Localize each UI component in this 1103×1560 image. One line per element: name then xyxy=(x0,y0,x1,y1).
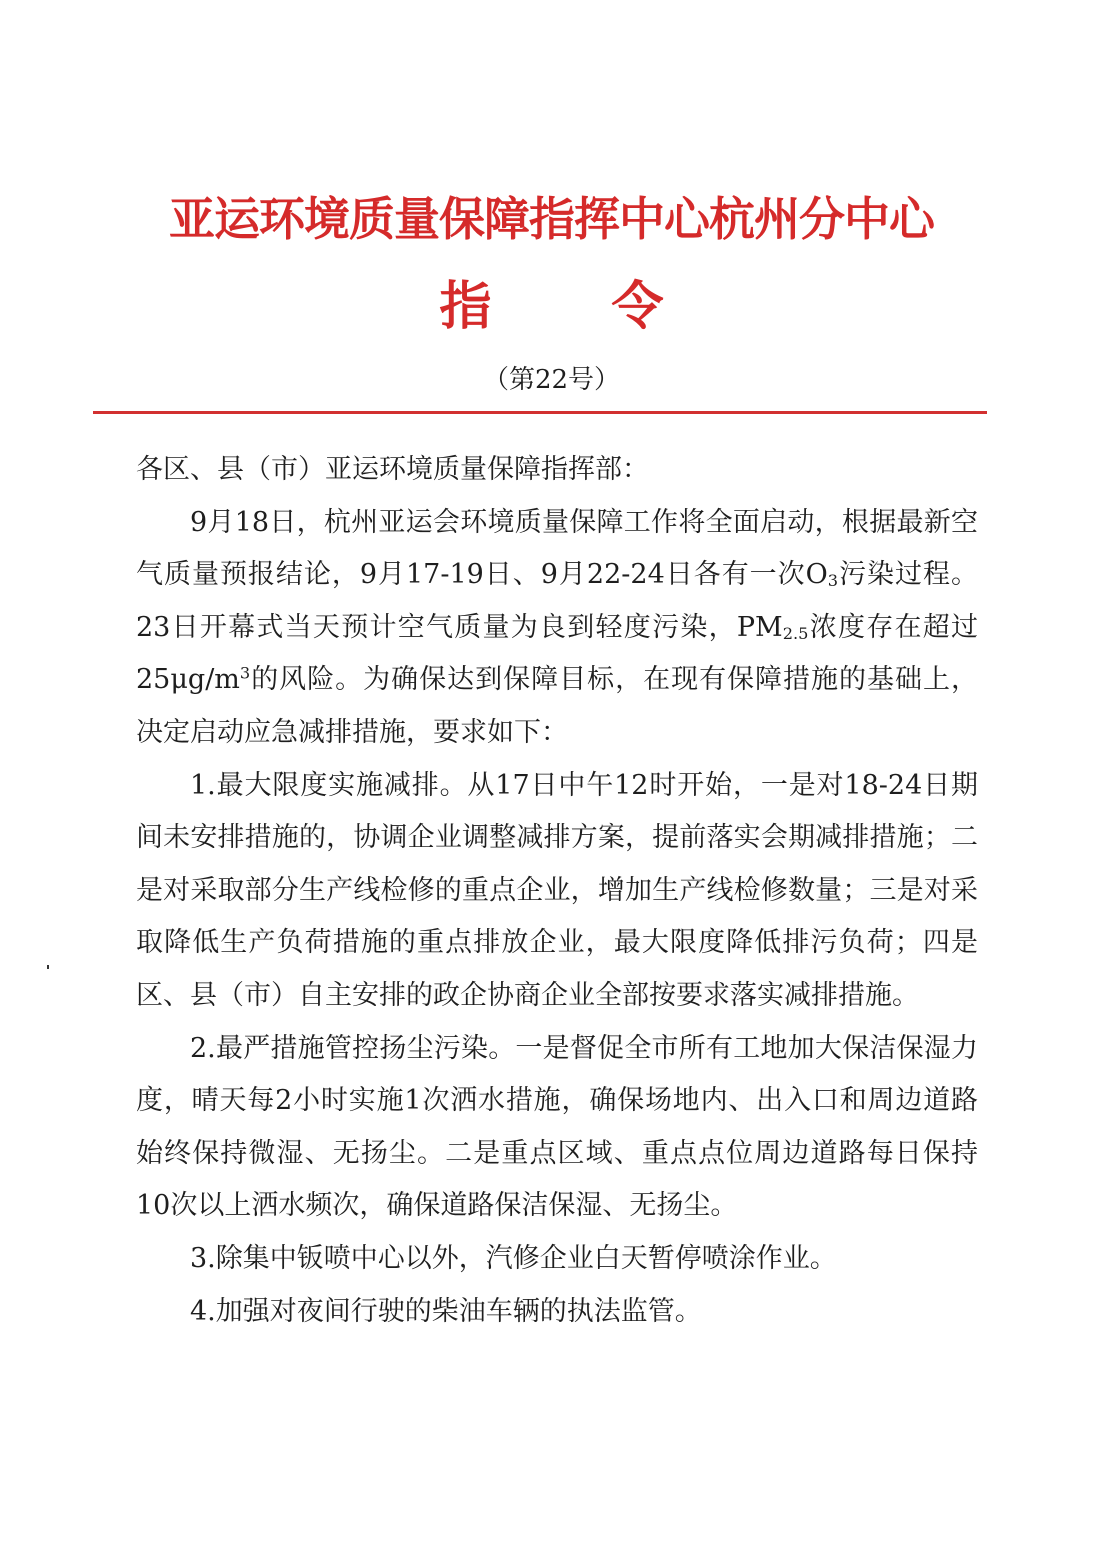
intro-text-3: 浓度存在超过25μg/m xyxy=(136,611,979,696)
red-divider-line xyxy=(93,411,987,414)
scan-speck xyxy=(47,965,49,969)
salutation: 各区、县（市）亚运环境质量保障指挥部： xyxy=(136,454,649,485)
intro-text-2: 污染过程。23日开幕式当天预计空气质量为良到轻度污染，PM xyxy=(136,559,979,643)
document-type-heading: 指令 xyxy=(439,277,784,337)
m3-superscript: 3 xyxy=(239,663,251,683)
document-number: （第22号） xyxy=(482,365,621,395)
intro-text-4: 的风险。为确保达到保障目标，在现有保障措施的基础上，决定启动应急减排措施，要求如下： xyxy=(136,664,978,748)
pm25-subscript: 2.5 xyxy=(782,624,809,644)
document-title: 亚运环境质量保障指挥中心杭州分中心 xyxy=(169,192,934,246)
intro-paragraph xyxy=(136,497,978,760)
measure-item-1: 1.最大限度实施减排。从17日中午12时开始，一是对18-24日期间未安排措施的，协调企业调整减排方案，提前落实会期减排措施；二是对采取部分生产线检修的重点企业，增加生产线检修数量；三是对采取降低生产负荷措施的重点排放企业，最大限度降低排污负荷；四是区、县（市）自主安排的政企协商企业全部按要求落实减排措施。 xyxy=(136,769,978,1011)
intro-text-1: 9月18日，杭州亚运会环境质量保障工作将全面启动，根据最新空气质量预报结论，9月17-19日、9月22-24日各有一次O xyxy=(136,506,978,591)
measure-item-2: 2.最严措施管控扬尘污染。一是督促全市所有工地加大保洁保湿力度，晴天每2小时实施1次洒水措施，确保场地内、出入口和周边道路始终保持微湿、无扬尘。二是重点区域、重点点位周边道路每日保持10次以上洒水频次，确保道路保洁保湿、无扬尘。 xyxy=(136,1032,978,1222)
document-body xyxy=(136,444,978,1338)
measure-item-4: 4.加强对夜间行驶的柴油车辆的执法监管。 xyxy=(190,1295,702,1327)
o3-subscript: 3 xyxy=(827,571,839,591)
measure-item-3: 3.除集中钣喷中心以外，汽修企业白天暂停喷涂作业。 xyxy=(190,1242,837,1274)
